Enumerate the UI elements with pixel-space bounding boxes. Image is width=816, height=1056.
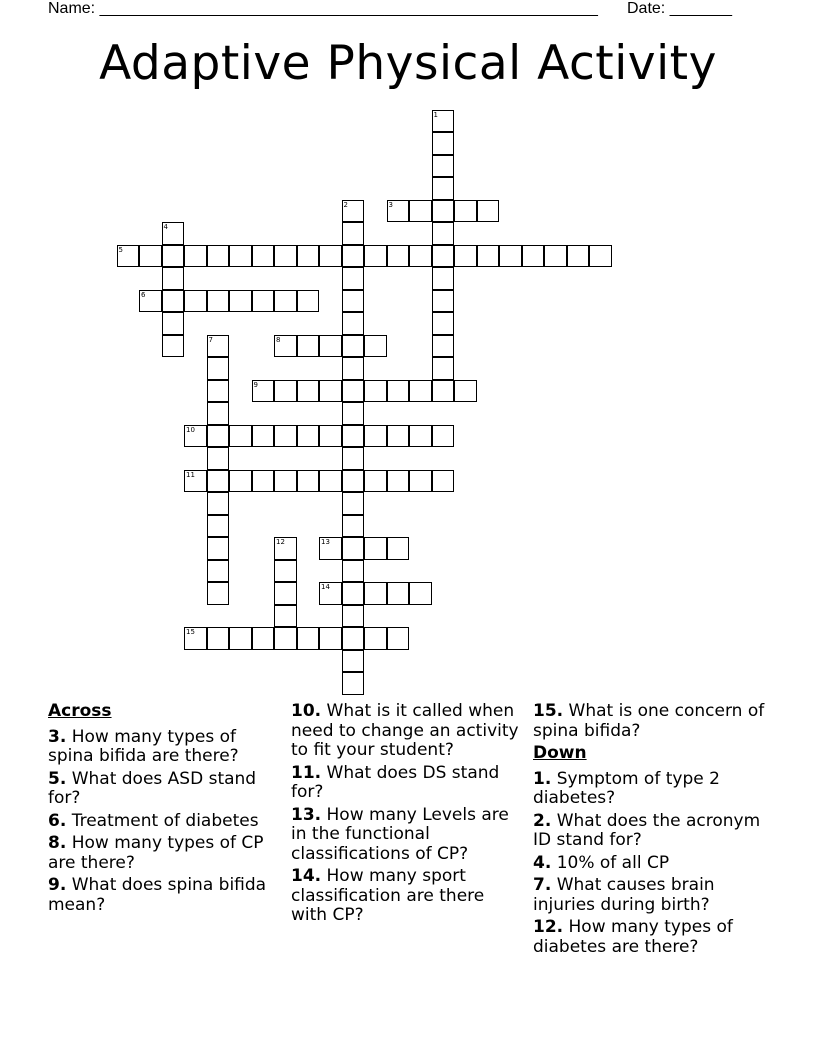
across-clue: [291, 806, 523, 865]
grid-cell[interactable]: [162, 335, 185, 358]
clue-number: 14.: [291, 866, 322, 886]
grid-cell[interactable]: [342, 470, 365, 493]
grid-cell[interactable]: [454, 380, 477, 403]
clue-number: 9.: [48, 875, 67, 895]
grid-cell[interactable]: [342, 515, 365, 538]
clue-text: What is it called when need to change an activity to fit your student?: [291, 701, 519, 760]
grid-cell[interactable]: [274, 605, 297, 628]
down-heading: Down: [533, 743, 587, 763]
grid-cell[interactable]: [342, 267, 365, 290]
grid-cell[interactable]: [364, 537, 387, 560]
across-clue: [48, 876, 280, 915]
grid-cell[interactable]: [162, 267, 185, 290]
grid-cell[interactable]: [387, 470, 410, 493]
grid-cell[interactable]: [184, 290, 207, 313]
grid-cell[interactable]: [342, 425, 365, 448]
grid-cell[interactable]: [432, 312, 455, 335]
grid-cell[interactable]: [387, 627, 410, 650]
grid-cell[interactable]: [364, 627, 387, 650]
grid-cell[interactable]: [274, 627, 297, 650]
cell-number: 6: [141, 290, 146, 299]
grid-cell[interactable]: [432, 335, 455, 358]
grid-cell[interactable]: [229, 627, 252, 650]
cell-number: 3: [388, 200, 393, 209]
grid-cell[interactable]: [522, 245, 545, 268]
grid-cell[interactable]: [207, 537, 230, 560]
cell-number: 2: [343, 200, 348, 209]
grid-cell[interactable]: [207, 357, 230, 380]
clue-number: 7.: [533, 875, 552, 895]
grid-cell[interactable]: [342, 447, 365, 470]
clue-number: 4.: [533, 852, 552, 873]
grid-cell[interactable]: [432, 155, 455, 178]
grid-cell[interactable]: [342, 312, 365, 335]
grid-cell[interactable]: [207, 402, 230, 425]
grid-cell[interactable]: [184, 245, 207, 268]
grid-cell[interactable]: [409, 380, 432, 403]
grid-cell[interactable]: [364, 470, 387, 493]
grid-cell[interactable]: [252, 470, 275, 493]
down-clue: [533, 876, 765, 915]
grid-cell[interactable]: [162, 312, 185, 335]
grid-cell[interactable]: [342, 650, 365, 673]
grid-cell[interactable]: [319, 627, 342, 650]
cell-number: 10: [186, 425, 195, 434]
clue-text: How many types of CP are there?: [48, 833, 264, 873]
grid-cell[interactable]: [499, 245, 522, 268]
grid-cell[interactable]: [567, 245, 590, 268]
clue-number: 13.: [291, 804, 322, 825]
grid-cell[interactable]: [274, 290, 297, 313]
grid-cell[interactable]: [207, 447, 230, 470]
grid-cell[interactable]: [229, 425, 252, 448]
grid-cell[interactable]: [297, 380, 320, 403]
grid-cell[interactable]: [297, 335, 320, 358]
grid-cell[interactable]: [432, 245, 455, 268]
grid-cell[interactable]: [364, 425, 387, 448]
grid-cell[interactable]: [319, 470, 342, 493]
grid-cell[interactable]: [162, 222, 185, 245]
clue-number: 3.: [48, 726, 67, 747]
cell-number: 8: [276, 335, 281, 344]
grid-cell[interactable]: [297, 245, 320, 268]
grid-cell[interactable]: [387, 200, 410, 223]
clue-text: How many types of diabetes are there?: [533, 917, 733, 957]
cell-number: 1: [433, 110, 438, 119]
grid-cell[interactable]: [207, 470, 230, 493]
clue-text: Treatment of diabetes: [66, 810, 259, 831]
grid-cell[interactable]: [342, 290, 365, 313]
grid-cell[interactable]: [589, 245, 612, 268]
grid-cell[interactable]: [387, 425, 410, 448]
across-clue: [48, 770, 280, 809]
clue-number: 15.: [533, 701, 564, 721]
grid-cell[interactable]: [207, 492, 230, 515]
grid-cell[interactable]: [319, 425, 342, 448]
grid-cell[interactable]: [432, 110, 455, 133]
grid-cell[interactable]: [184, 470, 207, 493]
grid-cell[interactable]: [454, 200, 477, 223]
clue-number: 6.: [48, 810, 67, 831]
grid-cell[interactable]: [319, 537, 342, 560]
grid-cell[interactable]: [432, 425, 455, 448]
grid-cell[interactable]: [207, 582, 230, 605]
grid-cell[interactable]: [297, 425, 320, 448]
page-title: Adaptive Physical Activity: [99, 36, 717, 91]
grid-cell[interactable]: [387, 537, 410, 560]
name-field-label: Name: ________________________________________________________: [48, 0, 598, 17]
grid-cell[interactable]: [139, 290, 162, 313]
grid-cell[interactable]: [432, 132, 455, 155]
grid-cell[interactable]: [387, 582, 410, 605]
down-clue: [533, 854, 765, 874]
grid-cell[interactable]: [342, 627, 365, 650]
across-clue: [48, 812, 280, 832]
grid-cell[interactable]: [454, 245, 477, 268]
grid-cell[interactable]: [207, 335, 230, 358]
grid-cell[interactable]: [274, 380, 297, 403]
grid-cell[interactable]: [162, 290, 185, 313]
grid-cell[interactable]: [297, 290, 320, 313]
grid-cell[interactable]: [274, 537, 297, 560]
grid-cell[interactable]: [274, 245, 297, 268]
grid-cell[interactable]: [297, 627, 320, 650]
cell-number: 7: [208, 335, 213, 344]
grid-cell[interactable]: [342, 537, 365, 560]
down-clue: [533, 770, 765, 809]
across-clue: [533, 702, 765, 741]
grid-cell[interactable]: [297, 470, 320, 493]
grid-cell[interactable]: [162, 245, 185, 268]
grid-cell[interactable]: [364, 380, 387, 403]
across-clue: [291, 764, 523, 803]
grid-cell[interactable]: [364, 245, 387, 268]
across-heading: Across: [48, 701, 112, 721]
clue-text: How many Levels are in the functional classifications of CP?: [291, 804, 509, 864]
down-clue: [533, 812, 765, 851]
cell-number: 12: [276, 538, 285, 546]
grid-cell[interactable]: [342, 335, 365, 358]
grid-cell[interactable]: [342, 245, 365, 268]
clue-text: What does the acronym ID stand for?: [533, 810, 761, 850]
grid-cell[interactable]: [342, 672, 365, 695]
grid-cell[interactable]: [387, 380, 410, 403]
grid-cell[interactable]: [207, 245, 230, 268]
grid-cell[interactable]: [342, 582, 365, 605]
grid-cell[interactable]: [342, 380, 365, 403]
grid-cell[interactable]: [477, 245, 500, 268]
grid-cell[interactable]: [432, 380, 455, 403]
clue-number: 12.: [533, 917, 564, 937]
cell-number: 13: [321, 538, 330, 546]
grid-cell[interactable]: [139, 245, 162, 268]
clue-text: What does spina bifida mean?: [48, 875, 267, 915]
grid-cell[interactable]: [207, 425, 230, 448]
grid-cell[interactable]: [207, 627, 230, 650]
grid-cell[interactable]: [342, 492, 365, 515]
grid-cell[interactable]: [477, 200, 500, 223]
grid-cell[interactable]: [207, 560, 230, 583]
grid-cell[interactable]: [409, 245, 432, 268]
grid-cell[interactable]: [432, 177, 455, 200]
clue-text: What is one concern of spina bifida?: [533, 701, 765, 741]
grid-cell[interactable]: [409, 582, 432, 605]
grid-cell[interactable]: [207, 515, 230, 538]
grid-cell[interactable]: [117, 245, 140, 268]
grid-cell[interactable]: [274, 560, 297, 583]
clue-number: 1.: [533, 768, 552, 789]
grid-cell[interactable]: [252, 290, 275, 313]
across-clue: [291, 867, 523, 926]
grid-cell[interactable]: [229, 470, 252, 493]
clues-column-3: [533, 702, 765, 960]
grid-cell[interactable]: [252, 627, 275, 650]
across-clue: [48, 728, 280, 767]
grid-cell[interactable]: [319, 335, 342, 358]
clues-column-1: [48, 702, 280, 918]
clues-column-2: [291, 702, 523, 929]
grid-cell[interactable]: [319, 245, 342, 268]
grid-cell[interactable]: [387, 245, 410, 268]
grid-cell[interactable]: [432, 470, 455, 493]
date-field-label: Date: _______: [627, 0, 732, 17]
down-clue: [533, 918, 765, 957]
cell-number: 15: [186, 628, 195, 636]
grid-cell[interactable]: [229, 290, 252, 313]
grid-cell[interactable]: [229, 245, 252, 268]
cell-number: 14: [321, 583, 330, 591]
clue-number: 11.: [291, 762, 322, 783]
grid-cell[interactable]: [364, 335, 387, 358]
grid-cell[interactable]: [432, 267, 455, 290]
grid-cell[interactable]: [342, 402, 365, 425]
cell-number: 9: [253, 380, 258, 389]
clue-text: What does ASD stand for?: [48, 768, 257, 808]
grid-cell[interactable]: [342, 560, 365, 583]
grid-cell[interactable]: [252, 380, 275, 403]
grid-cell[interactable]: [274, 425, 297, 448]
clue-text: How many sport classification are there with CP?: [291, 866, 485, 925]
clue-text: 10% of all CP: [551, 852, 670, 873]
grid-cell[interactable]: [252, 245, 275, 268]
grid-cell[interactable]: [184, 627, 207, 650]
cell-number: 5: [118, 245, 123, 254]
grid-cell[interactable]: [432, 357, 455, 380]
grid-cell[interactable]: [364, 582, 387, 605]
grid-cell[interactable]: [342, 605, 365, 628]
grid-cell[interactable]: [342, 222, 365, 245]
grid-cell[interactable]: [409, 200, 432, 223]
grid-cell[interactable]: [432, 200, 455, 223]
clue-text: What does DS stand for?: [291, 762, 500, 802]
clue-text: Symptom of type 2 diabetes?: [533, 768, 720, 808]
grid-cell[interactable]: [342, 200, 365, 223]
clue-number: 5.: [48, 768, 67, 789]
grid-cell[interactable]: [432, 290, 455, 313]
grid-cell[interactable]: [319, 582, 342, 605]
grid-cell[interactable]: [274, 335, 297, 358]
grid-cell[interactable]: [274, 582, 297, 605]
clue-number: 10.: [291, 701, 322, 721]
grid-cell[interactable]: [319, 380, 342, 403]
clue-text: How many types of spina bifida are there?: [48, 726, 239, 766]
grid-cell[interactable]: [207, 290, 230, 313]
grid-cell[interactable]: [342, 357, 365, 380]
grid-cell[interactable]: [274, 470, 297, 493]
grid-cell[interactable]: [207, 380, 230, 403]
cell-number: 4: [163, 223, 168, 231]
grid-cell[interactable]: [184, 425, 207, 448]
grid-cell[interactable]: [409, 425, 432, 448]
cell-number: 11: [186, 470, 195, 479]
grid-cell[interactable]: [432, 222, 455, 245]
grid-cell[interactable]: [409, 470, 432, 493]
across-clue: [48, 834, 280, 873]
grid-cell[interactable]: [252, 425, 275, 448]
across-clue: [291, 702, 523, 761]
clue-text: What causes brain injuries during birth?: [533, 875, 715, 915]
grid-cell[interactable]: [544, 245, 567, 268]
clue-number: 8.: [48, 833, 67, 853]
clue-number: 2.: [533, 810, 552, 831]
